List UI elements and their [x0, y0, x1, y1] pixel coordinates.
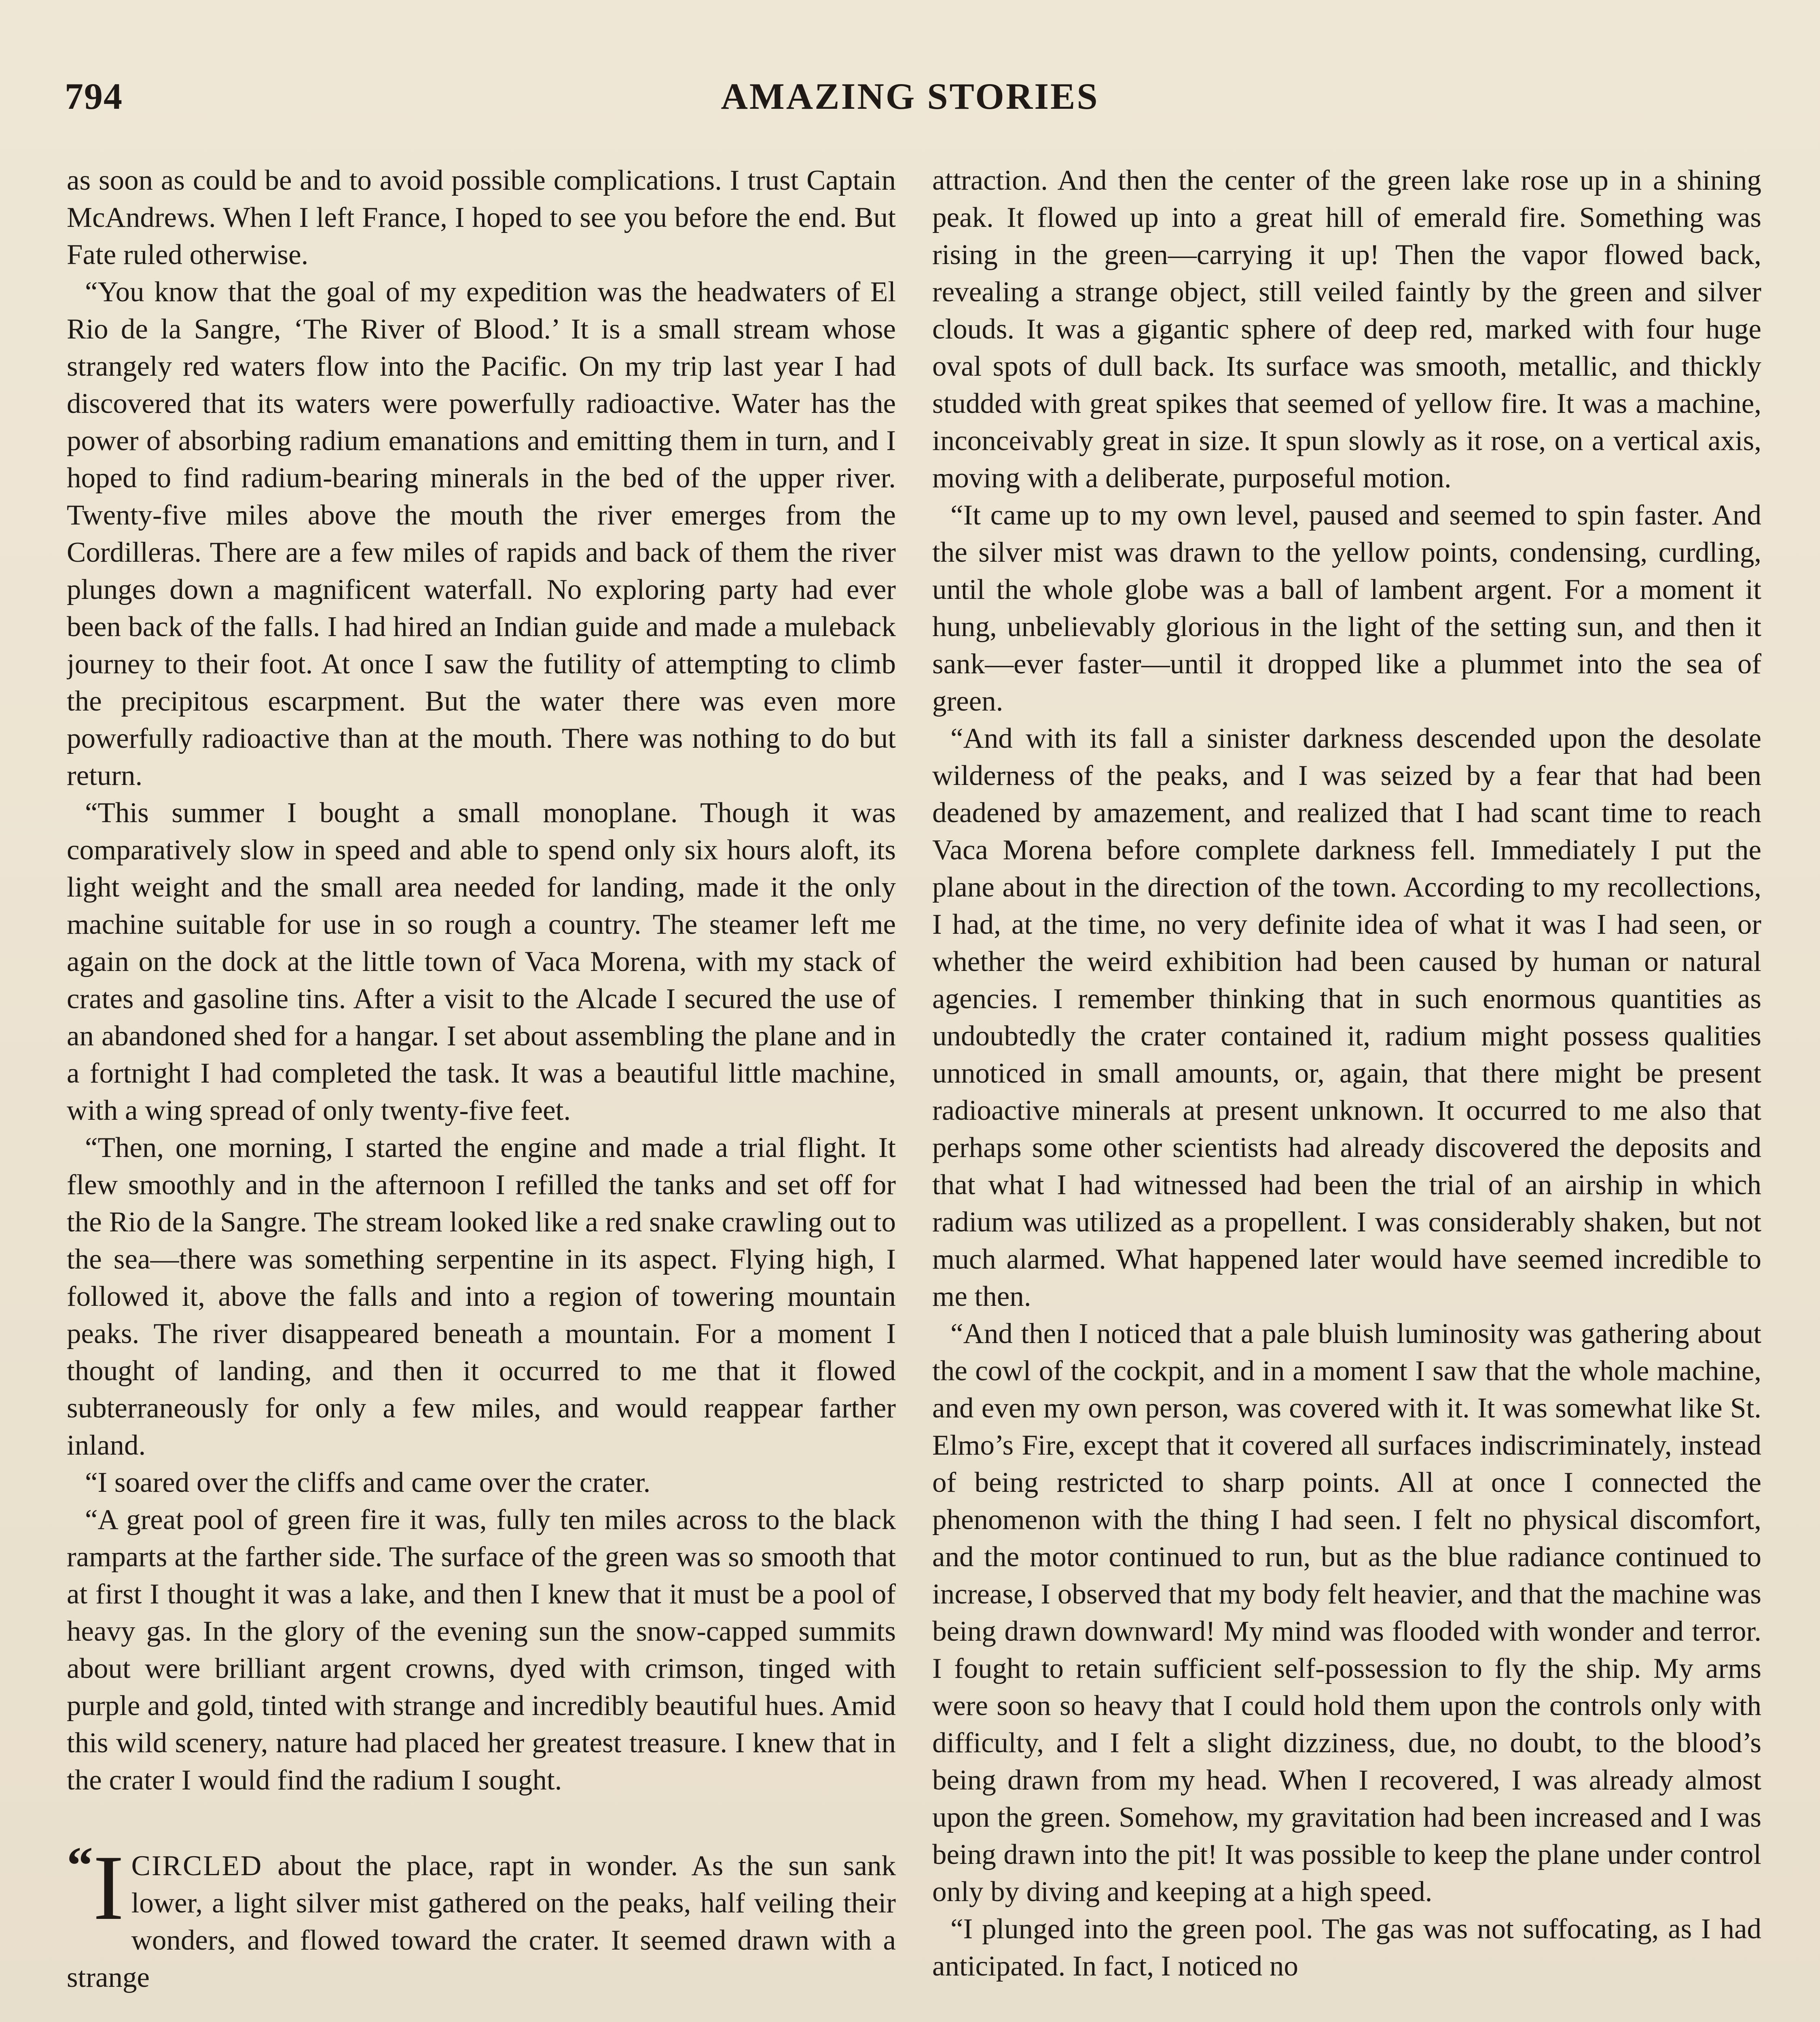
paragraph: “It came up to my own level, paused and seemed to spin faster. And the silver mist was drawn to the yellow points, condensing, curdling, until the whole globe was a ball of lambent argent. For a moment it hung, unbelievably glorious in the light of the setting sun, and then it sank—ever faster—until it dropped like a plummet into the sea of green. [932, 499, 1761, 717]
dropcap-smallcaps: CIRCLED [131, 1850, 263, 1882]
page-number: 794 [65, 76, 123, 117]
left-text-column [67, 162, 896, 2022]
paragraph: “A great pool of green fire it was, fully ten miles across to the black ramparts at the farther side. The surface of the green was so smooth that at first I thought it was a lake, and then I knew that it must be a pool of heavy gas. In the glory of the evening sun the snow-capped summits about were brilliant argent crowns, dyed with crimson, tinged with purple and gold, tinted with strange and incredibly beautiful hues. Amid this wild scenery, nature had placed her greatest treasure. I knew that in the crater I would find the radium I sought. [67, 1504, 896, 1796]
paragraph: “And with its fall a sinister darkness descended upon the desolate wilderness of the peaks, and I was seized by a fear that had been deadened by amazement, and realized that I had scant time to reach Vaca Morena before complete darkness fell. Immediately I put the plane about in the direction of the town. According to my recollections, I had, at the time, no very definite idea of what it was I had seen, or whether the weird exhibition had been caused by human or natural agencies. I remember thinking that in such enormous quantities as undoubtedly the crater contained it, radium might possess qualities unnoticed in small amounts, or, again, that there might be present radioactive minerals at present unknown. It occurred to me also that perhaps some other scientists had already discovered the deposits and that what I had witnessed had been the trial of an airship in which radium was utilized as a propellent. I was considerably shaken, but not much alarmed. What happened later would have seemed incredible to me then. [932, 723, 1761, 1312]
right-text-column [932, 162, 1761, 2022]
paragraph: “I soared over the cliffs and came over the crater. [85, 1467, 651, 1498]
dropcap-rest: about the place, rapt in wonder. As the sun sank lower, a light silver mist gathered on the peaks, half veiling their wonders, and flowed toward the crater. It seemed drawn with a strange [67, 1850, 896, 1993]
paragraph: as soon as could be and to avoid possible complications. I trust Captain McAndrews. When I left France, I hoped to see you before the end. But Fate ruled otherwise. [67, 165, 896, 271]
paragraph: attraction. And then the center of the green lake rose up in a shining peak. It flowed up into a great hill of emerald fire. Something was rising in the green—carrying it up! Then the vapor flowed back, revealing a strange object, still veiled faintly by the green and silver clouds. It was a gigantic sphere of deep red, marked with four huge oval spots of dull back. Its surface was smooth, metallic, and thickly studded with great spikes that seemed of yellow fire. It was a machine, inconceivably great in size. It spun slowly as it rose, on a vertical axis, moving with a deliberate, purposeful motion. [932, 165, 1761, 494]
dropcap-paragraph [67, 1836, 896, 1996]
dropcap-quote: “ [67, 1836, 93, 1895]
paragraph: “You know that the goal of my expedition was the headwaters of El Rio de la Sangre, ‘The River of Blood.’ It is a small stream whose strangely red waters flow into the Pacific. On my trip last year I had discovered that its waters were powerfully radioactive. Water has the power of absorbing radium emanations and emitting them in turn, and I hoped to find radium-bearing minerals in the bed of the upper river. Twenty-five miles above the mouth the river emerges from the Cordilleras. There are a few miles of rapids and back of them the river plunges down a magnificent waterfall. No exploring party had ever been back of the falls. I had hired an Indian guide and made a muleback journey to their foot. At once I saw the futility of attempting to climb the precipitous escarpment. But the water there was even more powerfully radioactive than at the mouth. There was nothing to do but return. [67, 276, 896, 791]
running-head [65, 75, 1755, 123]
magazine-title: AMAZING STORIES [721, 76, 1099, 117]
paragraph: “This summer I bought a small monoplane. Though it was comparatively slow in speed and able to spend only six hours aloft, its light weight and the small area needed for landing, made it the only machine suitable for use in so rough a country. The steamer left me again on the dock at the little town of Vaca Morena, with my stack of crates and gasoline tins. After a visit to the Alcade I secured the use of an abandoned shed for a hangar. I set about assembling the plane and in a fortnight I had completed the task. It was a beautiful little machine, with a wing spread of only twenty-five feet. [67, 797, 896, 1126]
dropcap [67, 1836, 124, 1939]
paragraph: “And then I noticed that a pale bluish luminosity was gathering about the cowl of the cockpit, and in a moment I saw that the whole machine, and even my own person, was covered with it. It was somewhat like St. Elmo’s Fire, except that it covered all surfaces indiscriminately, instead of being restricted to sharp points. All at once I connected the phenomenon with the thing I had seen. I felt no physical discomfort, and the motor continued to run, but as the blue radiance continued to increase, I observed that my body felt heavier, and that the machine was being drawn downward! My mind was flooded with wonder and terror. I fought to retain sufficient self-possession to fly the ship. My arms were soon so heavy that I could hold them upon the controls only with difficulty, and I felt a slight dizziness, due, no doubt, to the blood’s being drawn from my head. When I recovered, I was already almost upon the green. Somehow, my gravitation had been increased and I was being drawn into the pit! It was possible to keep the plane under control only by diving and keeping at a high speed. [932, 1318, 1761, 1908]
paragraph: “Then, one morning, I started the engine and made a trial flight. It flew smoothly and in the afternoon I refilled the tanks and set off for the Rio de la Sangre. The stream looked like a red snake crawling out to the sea—there was something serpentine in its aspect. Flying high, I followed it, above the falls and into a region of towering mountain peaks. The river disappeared beneath a mountain. For a moment I thought of landing, and then it occurred to me that it flowed subterraneously for only a few miles, and would reappear farther inland. [67, 1132, 896, 1461]
dropcap-letter: I [93, 1836, 124, 1939]
paragraph: “I plunged into the green pool. The gas was not suffocating, as I had anticipated. In fact, I noticed no [932, 1913, 1761, 1982]
